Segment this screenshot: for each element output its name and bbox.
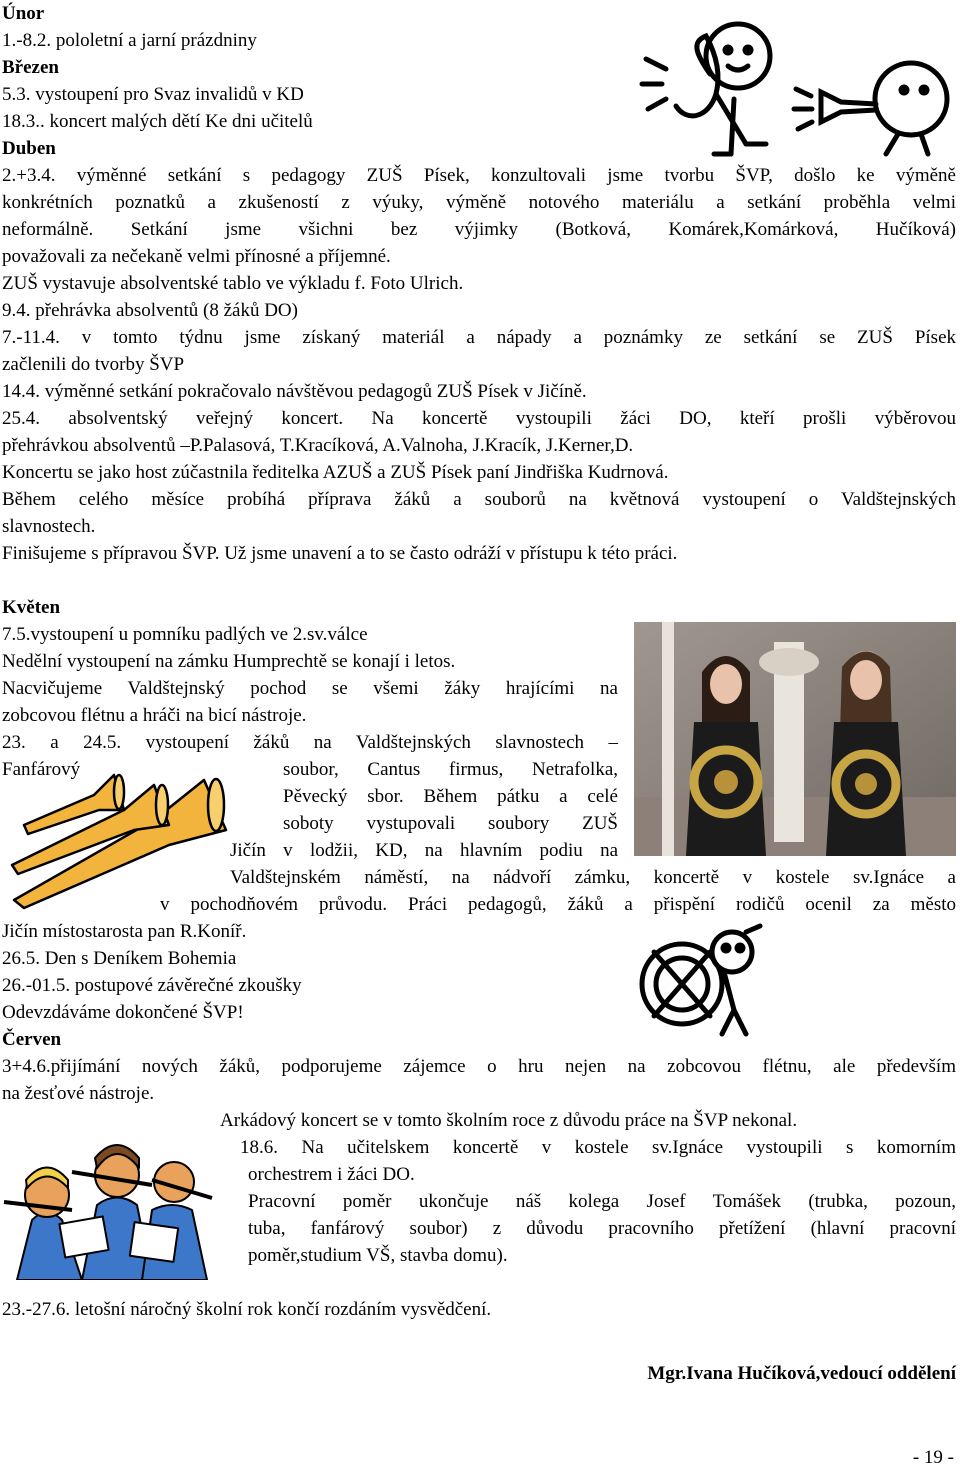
text-line: soubor, Cantus firmus, Netrafolka, (283, 759, 618, 780)
text-line: v pochodňovém průvodu. Práci pedagogů, žáků a přispění rodičů ocenil za město (160, 894, 956, 915)
text-line: začlenili do tvorby ŠVP (2, 354, 185, 375)
text-line: Valdštejnském náměstí, na nádvoří zámku, koncertě v kostele sv.Ignáce a (230, 867, 956, 888)
text-line: Pěvecký sbor. Během pátku a celé (283, 786, 618, 807)
signature: Mgr.Ivana Hučíková,vedoucí oddělení (647, 1363, 956, 1384)
text-line: ZUŠ vystavuje absolventské tablo ve výkladu f. Foto Ulrich. (2, 273, 464, 294)
text-line: 7.-11.4. v tomto týdnu jsme získaný materiál a nápady a poznámky ze setkání se ZUŠ Písek (2, 327, 956, 348)
text-line: neformálně. Setkání jsme všichni bez výjimky (Botková, Komárek,Komárková, Hučíková) (2, 219, 956, 240)
text-line: 14.4. výměnné setkání pokračovalo návštěvou pedagogů ZUŠ Písek v Jičíně. (2, 381, 587, 402)
text-line: zobcovou flétnu a hráči na bicí nástroje. (2, 705, 307, 726)
heading-cerven: Červen (2, 1029, 62, 1050)
text-line: konkrétních poznatků a zkušeností z výuky, výměně notového materiálu a setkání proběhla velmi (2, 192, 956, 213)
text-line: 3+4.6.přijímání nových žáků, podporujeme zájemce o hru nejen na zobcovou flétnu, ale především (2, 1056, 956, 1077)
text-line: Odevzdáváme dokončené ŠVP! (2, 1002, 244, 1023)
text-line: 1.-8.2. pololetní a jarní prázdniny (2, 30, 257, 51)
photo-two-girls-with-french-horns (634, 622, 956, 856)
text-line: 5.3. vystoupení pro Svaz invalidů v KD (2, 84, 304, 105)
text-line: orchestrem i žáci DO. (248, 1164, 415, 1185)
text-line: na žesťové nástroje. (2, 1083, 155, 1104)
text-line: přehrávkou absolventů –P.Palasová, T.Kracíková, A.Valnoha, J.Kracík, J.Kerner,D. (2, 435, 634, 456)
text-line: 9.4. přehrávka absolventů (8 žáků DO) (2, 300, 298, 321)
heading-brezen: Březen (2, 57, 59, 78)
text-line: Arkádový koncert se v tomto školním roce z důvodu práce na ŠVP nekonal. (220, 1110, 798, 1131)
text-line: 25.4. absolventský veřejný koncert. Na koncertě vystoupili žáci DO, kteří prošli výběrovou (2, 408, 956, 429)
text-line: soboty vystupovali soubory ZUŠ (283, 813, 618, 834)
text-line: 2.+3.4. výměnné setkání s pedagogy ZUŠ Písek, konzultovali jsme tvorbu ŠVP, došlo ke výměně (2, 165, 956, 186)
text-line: 23. a 24.5. vystoupení žáků na Valdštejnských slavnostech – (2, 732, 618, 753)
text-line: poměr,studium VŠ, stavba domu). (248, 1245, 508, 1266)
text-line: Koncertu se jako host zúčastnila ředitelka AZUŠ a ZUŠ Písek paní Jindřiška Kudrnová. (2, 462, 669, 483)
heading-unor: Únor (2, 3, 45, 24)
text-line: považovali za nečekaně velmi přínosné a příjemné. (2, 246, 391, 267)
text-line: Finišujeme s přípravou ŠVP. Už jsme unavení a to se často odráží v přístupu k této práci. (2, 543, 678, 564)
cartoon-drummer (634, 922, 764, 1040)
text-line: 18.3.. koncert malých dětí Ke dni učitelů (2, 111, 313, 132)
text-line: Pracovní poměr ukončuje náš kolega Josef Tomášek (trubka, pozoun, (248, 1191, 956, 1212)
text-line: Fanfárový (2, 759, 81, 780)
text-line: Během celého měsíce probíhá příprava žáků a souborů na květnová vystoupení o Valdštejnských (2, 489, 956, 510)
fanfare-trumpets-clipart (4, 770, 232, 910)
children-playing-flutes-clipart (2, 1110, 214, 1280)
text-line: 18.6. Na učitelskem koncertě v kostele sv.Ignáce vystoupili s komorním (240, 1137, 956, 1158)
cartoon-saxophone-and-trumpet-players (636, 14, 956, 164)
text-line: tuba, fanfárový soubor) z důvodu pracovního přetížení (hlavní pracovní (248, 1218, 956, 1239)
heading-duben: Duben (2, 138, 56, 159)
text-line: 26.5. Den s Deníkem Bohemia (2, 948, 237, 969)
page-number: - 19 - (912, 1447, 954, 1468)
text-line: Jičín v lodžii, KD, na hlavním podiu na (230, 840, 618, 861)
text-line: Nacvičujeme Valdštejnský pochod se všemi žáky hrajícími na (2, 678, 618, 699)
text-line: 26.-01.5. postupové závěrečné zkoušky (2, 975, 302, 996)
text-line: slavnostech. (2, 516, 96, 537)
text-line: Jičín místostarosta pan R.Koníř. (2, 921, 247, 942)
text-line: 7.5.vystoupení u pomníku padlých ve 2.sv.válce (2, 624, 368, 645)
heading-kveten: Květen (2, 597, 61, 618)
text-line: 23.-27.6. letošní náročný školní rok končí rozdáním vysvědčení. (2, 1299, 492, 1320)
text-line: Nedělní vystoupení na zámku Humprechtě se konají i letos. (2, 651, 456, 672)
